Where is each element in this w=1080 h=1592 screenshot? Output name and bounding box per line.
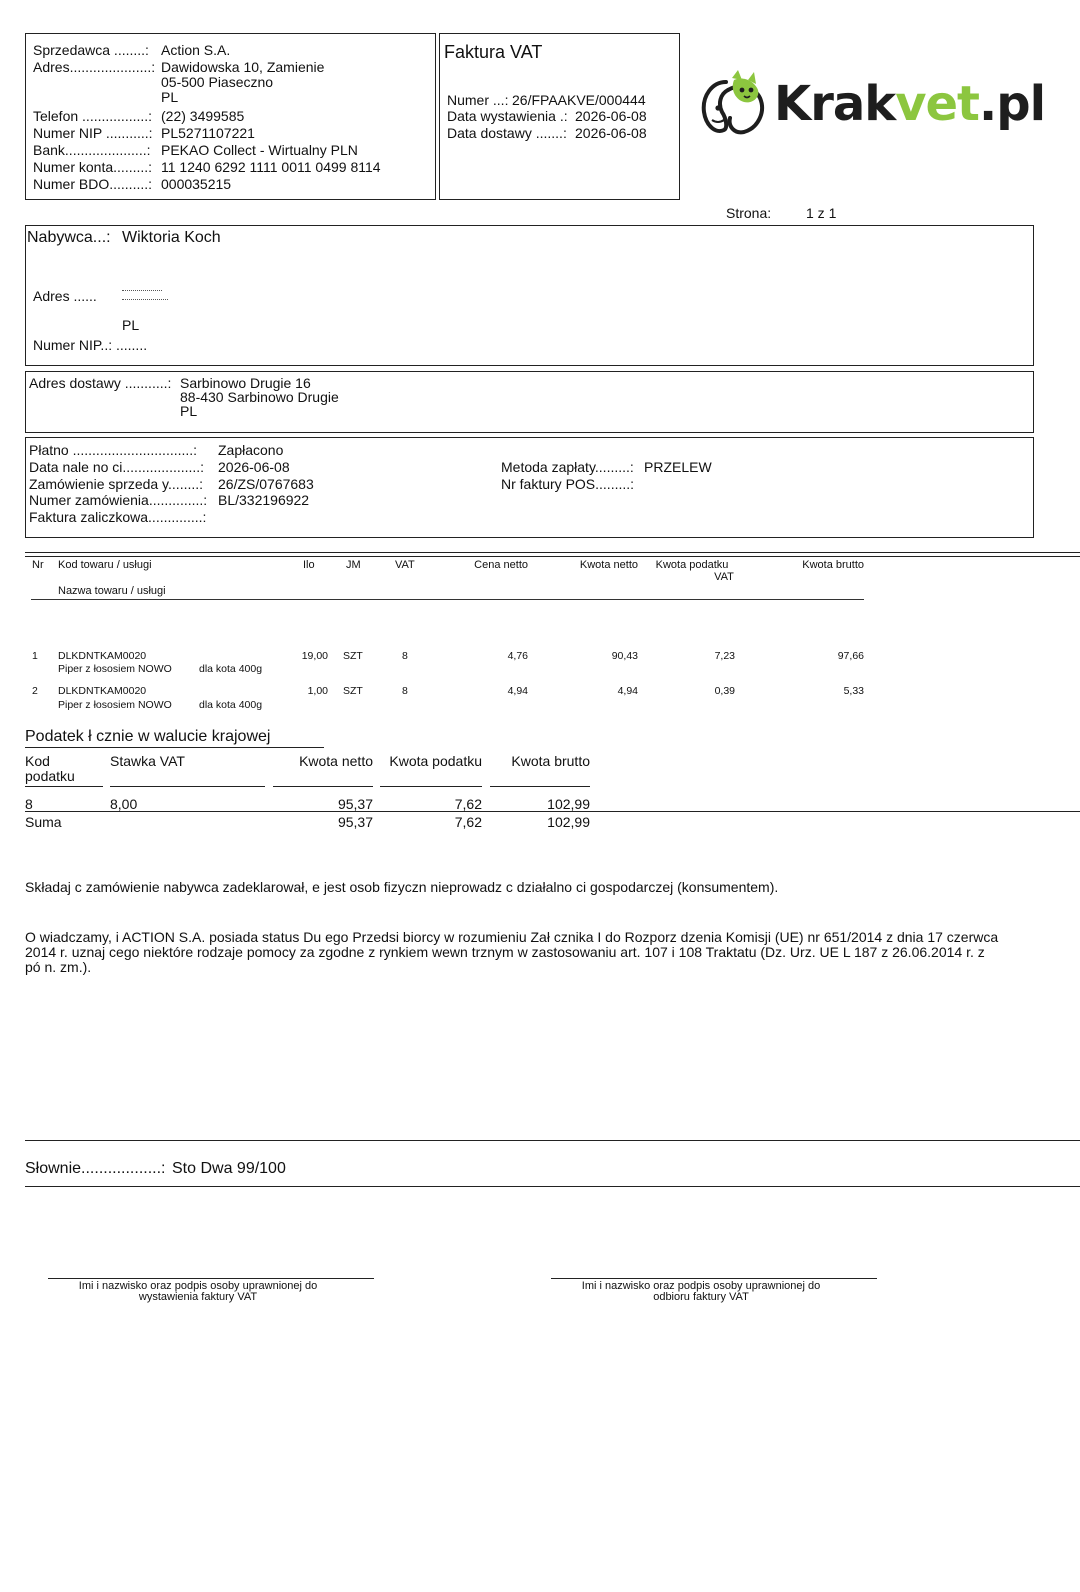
row-tax: 7,23 [714, 650, 735, 662]
seller-address-line3: PL [161, 89, 179, 105]
row-vat: 8 [402, 650, 408, 662]
payment-advance-label: Faktura zaliczkowa..............: [29, 509, 207, 525]
items-table-top-rule-1 [25, 552, 1080, 553]
seller-phone: (22) 3499585 [161, 108, 245, 124]
row-nr: 2 [32, 685, 38, 697]
seller-account-label: Numer konta.........: [33, 159, 153, 175]
invoice-issue-label: Data wystawienia .: [447, 108, 568, 124]
buyer-address-line1: PL [122, 317, 140, 333]
words-top-rule [25, 1140, 1080, 1141]
seller-account: 11 1240 6292 1111 0011 0499 8114 [161, 159, 381, 175]
invoice-number-label: Numer ...: [447, 92, 509, 108]
statement-line-3: pó n. zm.). [25, 959, 92, 975]
items-header-tax-amount-vat: VAT [714, 571, 734, 583]
items-header-gross-amount: Kwota brutto [802, 559, 864, 571]
invoice-number: 26/FPAAKVE/000444 [512, 92, 646, 108]
payment-status: Zapłacono [218, 442, 284, 458]
items-header-rule [31, 599, 864, 600]
row-gross: 5,33 [843, 685, 864, 697]
tax-row-net: 95,37 [337, 796, 373, 812]
seller-address-line2: 05-500 Piaseczno [161, 74, 274, 90]
issuer-signature-caption-2: wystawienia faktury VAT [138, 1291, 258, 1303]
tax-header-gross: Kwota brutto [511, 753, 590, 769]
seller-nip: PL5271107221 [161, 125, 255, 141]
statement-line-1: O wiadczamy, i ACTION S.A. posiada status Du ego Przedsi biorcy w rozumieniu Zał cznika I do Rozporz dzenia Komisji (UE) nr 651/2014 z dnia 17 czerwca [25, 929, 999, 945]
krakvet-logo [698, 68, 1046, 144]
words-bottom-rule [25, 1186, 1080, 1187]
items-header-unit: JM [346, 559, 361, 571]
items-header-nr: Nr [32, 559, 44, 571]
buyer-label: Nabywca...: [27, 229, 111, 246]
tax-row-rate: 8,00 [110, 796, 138, 812]
payment-due-label: Data nale no ci....................: [29, 459, 205, 475]
tax-header-net: Kwota netto [299, 753, 373, 769]
row-vat: 8 [402, 685, 408, 697]
invoice-delivery-date: 2026-06-08 [575, 125, 647, 141]
tax-sum-gross: 102,99 [547, 814, 590, 830]
delivery-line1: Sarbinowo Drugie 16 [180, 375, 311, 391]
row-qty: 19,00 [301, 650, 328, 662]
tax-header-rule-rate [110, 786, 265, 787]
row-name: Piper z łososiem NOWO [58, 699, 172, 711]
row-net-price: 4,94 [507, 685, 528, 697]
row-name-suffix: dla kota 400g [199, 663, 263, 675]
row-net-amount: 90,43 [611, 650, 638, 662]
tax-header-rule-code [25, 786, 103, 787]
buyer-name: Wiktoria Koch [122, 229, 221, 246]
row-code: DLKDNTKAM0020 [58, 685, 147, 697]
seller-bdo: 000035215 [161, 176, 232, 192]
items-header-qty: Ilo [303, 559, 315, 571]
logo-text-vet: vet [895, 76, 979, 132]
tax-header-rule-gross [490, 786, 590, 787]
items-header-name: Nazwa towaru / usługi [58, 585, 166, 597]
page-value: 1 z 1 [806, 205, 837, 221]
payment-due: 2026-06-08 [218, 459, 290, 475]
row-gross: 97,66 [837, 650, 864, 662]
invoice-issue-date: 2026-06-08 [575, 108, 647, 124]
seller-bank-label: Bank.....................: [33, 142, 151, 158]
delivery-line3: PL [180, 403, 198, 419]
page-label: Strona: [726, 205, 772, 221]
invoice-title: Faktura VAT [444, 42, 543, 62]
payment-pos-label: Nr faktury POS.........: [501, 476, 635, 492]
seller-bdo-label: Numer BDO..........: [33, 176, 153, 192]
row-name: Piper z łososiem NOWO [58, 663, 172, 675]
invoice-delivery-label: Data dostawy .......: [447, 125, 567, 141]
items-header-net-price: Cena netto [474, 559, 528, 571]
buyer-address-redacted [122, 288, 168, 302]
receiver-signature-caption-2: odbioru faktury VAT [653, 1291, 749, 1303]
seller-name: Action S.A. [161, 42, 231, 58]
seller-label: Sprzedawca ........: [33, 42, 149, 58]
buyer-box [25, 225, 1034, 366]
buyer-address-label: Adres ...... [33, 288, 97, 304]
tax-row-tax: 7,62 [454, 796, 482, 812]
items-header-net-amount: Kwota netto [579, 559, 638, 571]
tax-row-code: 8 [25, 796, 33, 812]
consumer-note: Składaj c zamówienie nabywca zadeklarował, e jest osob fizyczn nieprowadz c działalno ci gospodarczej (konsumentem). [25, 879, 779, 895]
row-net-amount: 4,94 [617, 685, 638, 697]
buyer-nip-label: Numer NIP..: ........ [33, 337, 148, 353]
payment-order: 26/ZS/0767683 [218, 476, 314, 492]
payment-order-no: BL/332196922 [218, 492, 310, 508]
tax-header-rule-net [273, 786, 373, 787]
delivery-box [25, 371, 1034, 433]
row-nr: 1 [32, 650, 38, 662]
delivery-line2: 88-430 Sarbinowo Drugie [180, 389, 339, 405]
statement-line-2: 2014 r. uznaj cego niektóre rodzaje pomocy za zgodne z rynkiem wewn trznym w zastosowaniu art. 107 i 108 Traktatu (Dz. Urz. UE L 187 z 26.06.2014 r. z [25, 944, 985, 960]
tax-sum-label: Suma [25, 814, 62, 830]
payment-method-label: Metoda zapłaty.........: [501, 459, 634, 475]
seller-nip-label: Numer NIP ...........: [33, 125, 153, 141]
row-net-price: 4,76 [507, 650, 528, 662]
tax-header-tax: Kwota podatku [389, 753, 482, 769]
items-header-tax-amount: Kwota podatku [655, 559, 729, 571]
tax-header-rate: Stawka VAT [110, 753, 185, 769]
delivery-label: Adres dostawy ...........: [29, 375, 172, 391]
seller-address-line1: Dawidowska 10, Zamienie [161, 59, 325, 75]
items-table-top-rule-2 [25, 556, 1080, 557]
row-unit: SZT [343, 685, 363, 697]
payment-order-label: Zamówienie sprzeda y........: [29, 476, 204, 492]
tax-header-rule-tax [380, 786, 482, 787]
payment-order-no-label: Numer zamówienia..............: [29, 492, 208, 508]
tax-sum-tax: 7,62 [454, 814, 482, 830]
tax-header-code-2: podatku [25, 768, 75, 784]
seller-bank: PEKAO Collect - Wirtualny PLN [161, 142, 358, 158]
receiver-signature-caption-1: Imi i nazwisko oraz podpis osoby uprawnionej do [581, 1280, 821, 1292]
words-value: Sto Dwa 99/100 [172, 1160, 286, 1177]
cat-dog-logo-icon [698, 68, 770, 144]
row-unit: SZT [343, 650, 363, 662]
tax-header-code: Kod [25, 753, 50, 769]
receiver-signature-line [551, 1278, 877, 1279]
tax-summary-title: Podatek ł cznie w walucie krajowej [25, 728, 271, 745]
row-tax: 0,39 [714, 685, 735, 697]
tax-summary-title-rule [25, 747, 324, 748]
row-name-suffix: dla kota 400g [199, 699, 263, 711]
seller-address-label: Adres.....................: [33, 59, 156, 75]
row-qty: 1,00 [307, 685, 328, 697]
seller-phone-label: Telefon .................: [33, 108, 153, 124]
payment-method: PRZELEW [644, 459, 712, 475]
logo-text-krak: Krak [774, 76, 896, 132]
items-header-vat: VAT [395, 559, 415, 571]
items-header-code: Kod towaru / usługi [58, 559, 152, 571]
issuer-signature-caption-1: Imi i nazwisko oraz podpis osoby uprawnionej do [78, 1280, 318, 1292]
issuer-signature-line [48, 1278, 374, 1279]
logo-text-pl: .pl [978, 76, 1046, 132]
row-code: DLKDNTKAM0020 [58, 650, 147, 662]
words-label: Słownie..................: [25, 1160, 166, 1177]
tax-sum-net: 95,37 [337, 814, 373, 830]
tax-sum-rule [25, 811, 1080, 812]
tax-row-gross: 102,99 [547, 796, 590, 812]
payment-status-label: Płatno ...............................: [29, 442, 198, 458]
